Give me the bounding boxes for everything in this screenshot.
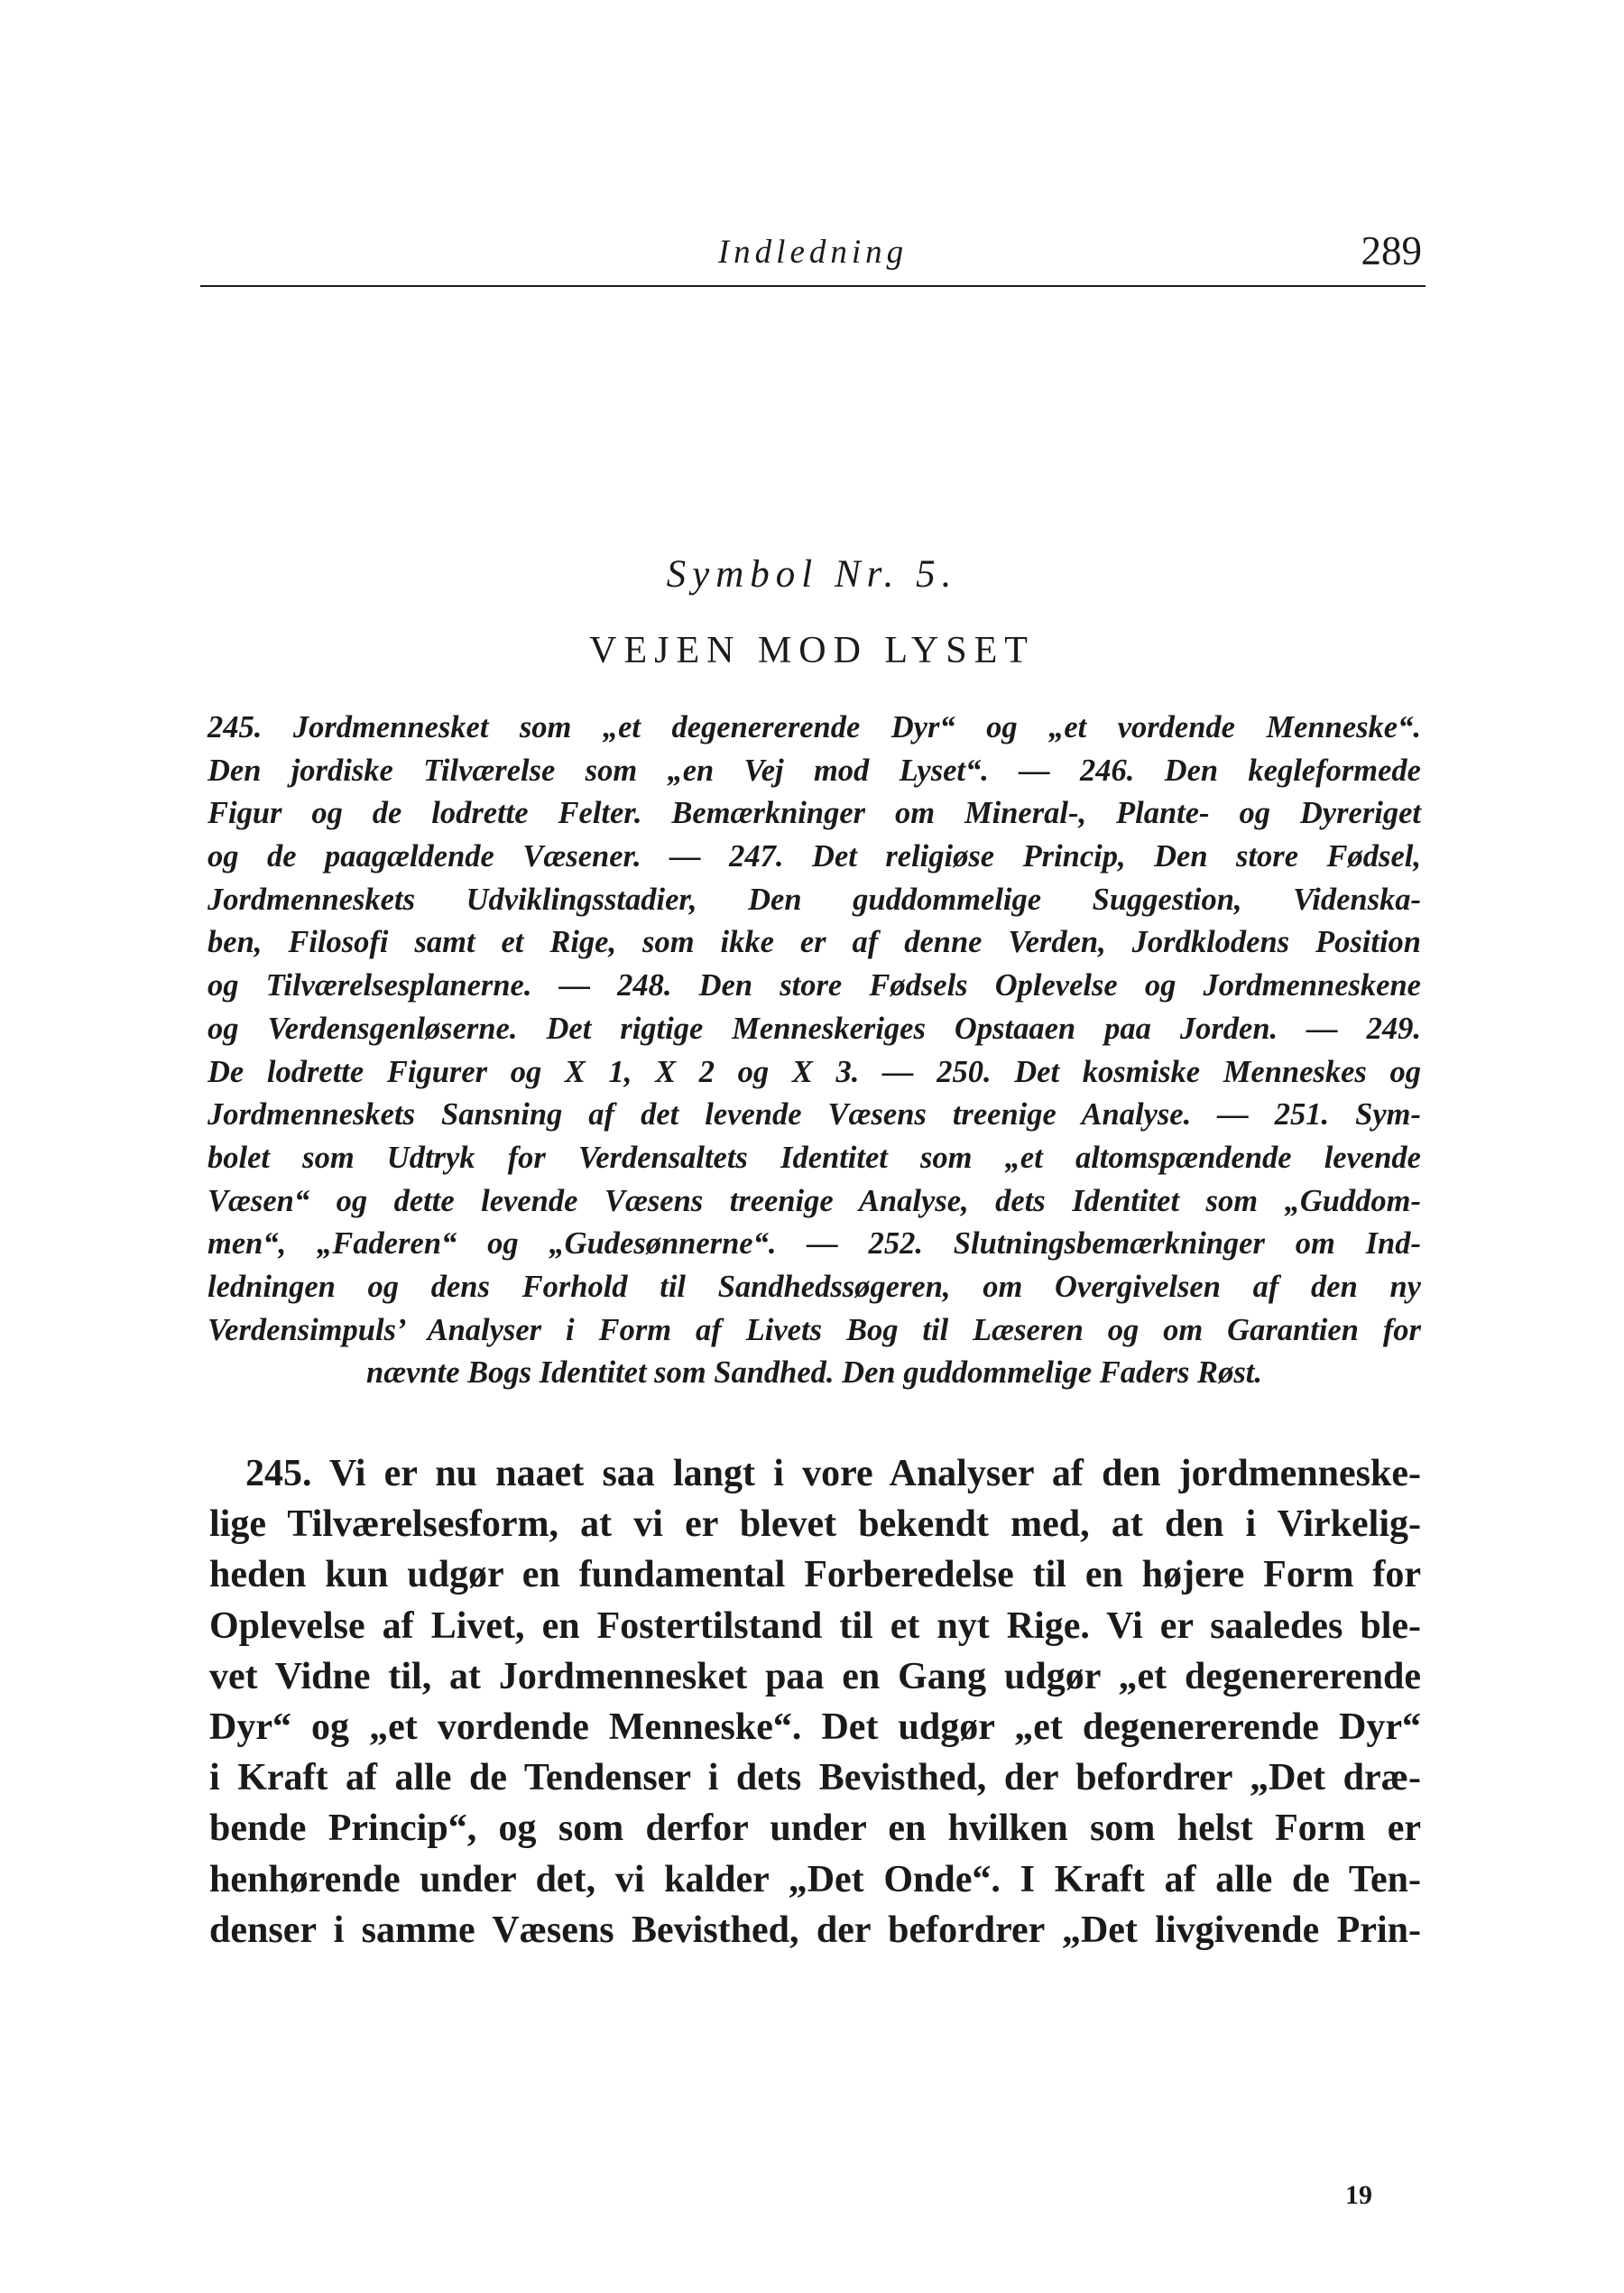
synopsis-line: Verdensimpuls’ Analyser i Form af Livets Bog til Læseren og om Garantien for: [208, 1312, 1421, 1347]
synopsis-line: De lodrette Figurer og X 1, X 2 og X 3. — 250. Det kosmiske Menneskes og: [208, 1054, 1421, 1089]
body-paragraph: [209, 1448, 1421, 1956]
running-title: Indledning: [717, 234, 909, 271]
synopsis-line: og Tilværelsesplanerne. — 248. Den store Fødsels Oplevelse og Jordmenneskene: [208, 968, 1421, 1003]
synopsis-line: Jordmenneskets Sansning af det levende Væsens treenige Analyse. — 251. Sym-: [208, 1097, 1421, 1133]
signature-mark: 19: [1345, 2180, 1372, 2210]
body-line: 245. Vi er nu naaet saa langt i vore Analyser af den jordmenneske-: [245, 1453, 1421, 1494]
body-line: vet Vidne til, at Jordmennesket paa en Gang udgør „et degenererende: [209, 1655, 1421, 1697]
synopsis-line: nævnte Bogs Identitet som Sandhed. Den guddommelige Faders Røst.: [366, 1355, 1262, 1391]
body-line: heden kun udgør en fundamental Forberedelse til en højere Form for: [209, 1554, 1421, 1596]
running-header: [200, 228, 1426, 287]
body-line: lige Tilværelsesform, at vi er blevet bekendt med, at den i Virkelig-: [209, 1503, 1421, 1546]
body-line: bende Princip“, og som derfor under en hvilken som helst Form er: [209, 1808, 1421, 1850]
synopsis-line: bolet som Udtryk for Verdensaltets Identitet som „et altomspændende levende: [208, 1140, 1421, 1175]
synopsis-line: og de paagældende Væsener. — 247. Det religiøse Princip, Den store Fødsel,: [208, 839, 1421, 874]
synopsis-line: Jordmenneskets Udviklingsstadier, Den guddommelige Suggestion, Videnska-: [208, 882, 1421, 917]
chapter-title: VEJEN MOD LYSET: [589, 630, 1035, 671]
synopsis-line: Figur og de lodrette Felter. Bemærkninger om Mineral-, Plante- og Dyreriget: [208, 796, 1421, 831]
body-line: denser i samme Væsens Bevisthed, der befordrer „Det livgivende Prin-: [209, 1909, 1421, 1951]
synopsis-line: 245. Jordmennesket som „et degenererende Dyr“ og „et vordende Menneske“.: [208, 710, 1421, 744]
page-number: 289: [1361, 228, 1422, 273]
body-line: Oplevelse af Livet, en Fostertilstand til et nyt Rige. Vi er saaledes ble-: [209, 1604, 1421, 1647]
synopsis-line: Væsen“ og dette levende Væsens treenige Analyse, dets Identitet som „Guddom-: [208, 1183, 1421, 1218]
chapter-synopsis: [208, 707, 1421, 1395]
body-line: i Kraft af alle de Tendenser i dets Bevisthed, der befordrer „Det dræ-: [209, 1757, 1421, 1799]
header-rule: [200, 285, 1426, 287]
body-line: Dyr“ og „et vordende Menneske“. Det udgør „et degenererende Dyr“: [209, 1706, 1421, 1748]
synopsis-line: ledningen og dens Forhold til Sandhedssøgeren, om Overgivelsen af den ny: [208, 1269, 1421, 1304]
synopsis-line: Den jordiske Tilværelse som „en Vej mod Lyset“. — 246. Den kegleformede: [208, 753, 1421, 788]
synopsis-line: og Verdensgenløserne. Det rigtige Menneskeriges Opstaaen paa Jorden. — 249.: [208, 1011, 1421, 1046]
body-line: henhørende under det, vi kalder „Det Onde“. I Kraft af alle de Ten-: [209, 1858, 1421, 1900]
symbol-heading: Symbol Nr. 5.: [666, 553, 958, 596]
synopsis-line: ben, Filosofi samt et Rige, som ikke er af denne Verden, Jordklodens Position: [208, 925, 1421, 960]
synopsis-line: men“, „Faderen“ og „Gudesønnerne“. — 252. Slutningsbemærkninger om Ind-: [208, 1226, 1421, 1262]
